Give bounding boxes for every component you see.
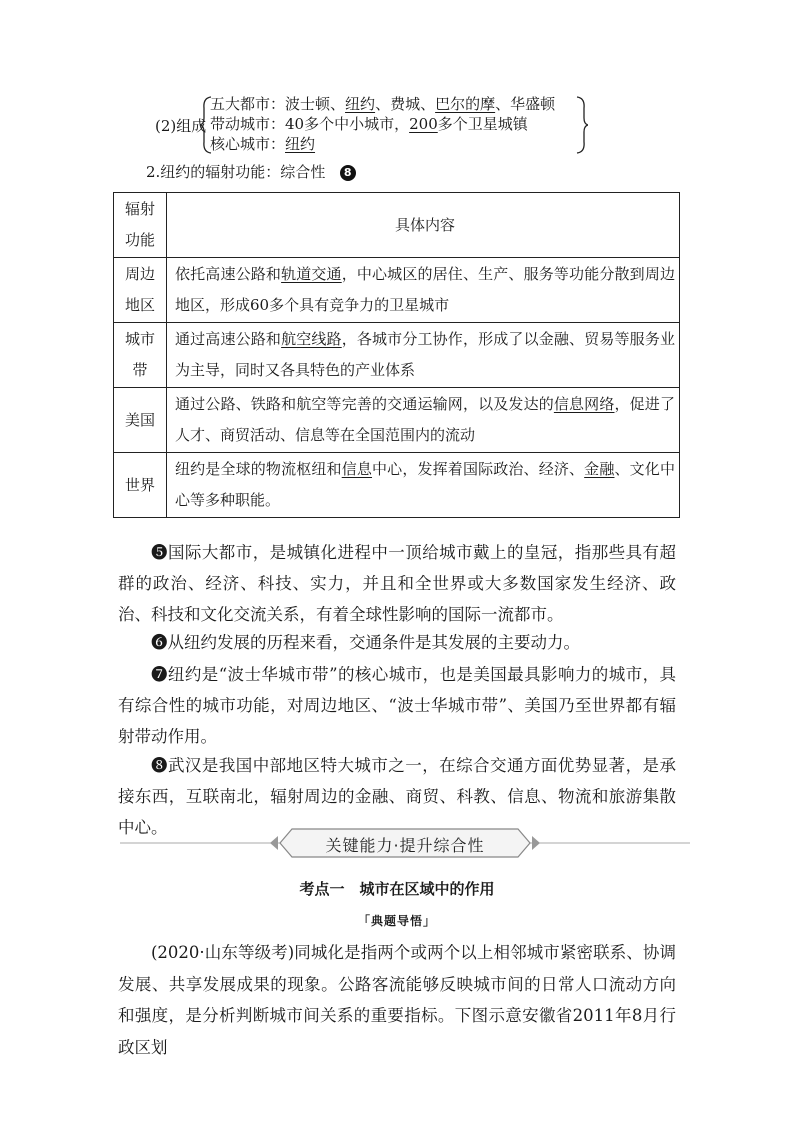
separator: 、 (330, 95, 346, 113)
row-content-underlined: 金融 (584, 460, 615, 478)
header-content-text: 具体内容 (394, 215, 455, 234)
row-content-cell (167, 258, 680, 323)
banner-title: 关键能力·提升综合性 (325, 836, 485, 855)
row-label: 城市 带 (124, 330, 155, 379)
row-content-cell (167, 388, 680, 453)
radiation-function-table (113, 192, 680, 518)
table-row (114, 388, 680, 453)
city-baltimore: 巴尔的摩 (435, 95, 496, 113)
table-row (114, 323, 680, 388)
composition-line-driven-cities (210, 114, 528, 134)
subsection-label: 「典题导悟」 (357, 914, 436, 928)
row-content-underlined: 轨道交通 (281, 265, 342, 283)
composition-label: (2)组成 (155, 117, 207, 135)
section-heading (146, 161, 356, 182)
note-paragraph-6: ❻从纽约发展的历程来看，交通条件是其发展的主要动力。 (151, 633, 580, 652)
composition-line-core-city (210, 134, 315, 154)
row-content: 、文化中心等多种职能。 (175, 460, 675, 509)
section-title: 考点一 城市在区域中的作用 (299, 880, 495, 898)
driven-cities-part1: 40多个中小城市， (285, 115, 410, 133)
row-label-cell (114, 388, 167, 453)
row-label-cell (114, 453, 167, 518)
separator: 、 (375, 95, 391, 113)
question-paragraph: (2020·山东等级考)同城化是指两个或两个以上相邻城市紧密联系、协调发展、共享发展成果的现象。公路客流能够反映城市间的日常人口流动方向和强度，是分析判断城市间关系的重要指标。下图示意安徽省2011年8月行政区划 (118, 943, 676, 1057)
driven-cities-number: 200 (409, 115, 438, 133)
row-content: ，中心城区的居住、生产、服务等功能分散到周边地区，形成60多个具有竞争力的卫星城市 (175, 265, 675, 314)
table-row (114, 453, 680, 518)
header-cell-function (114, 193, 167, 258)
header-function-text: 辐射 功能 (124, 200, 155, 249)
city-boston: 波士顿 (285, 95, 331, 113)
row-label: 美国 (124, 410, 155, 429)
row-label-cell (114, 323, 167, 388)
row-content: ，促进了人才、商贸活动、信息等在全国范围内的流动 (175, 395, 675, 444)
row-label: 世界 (124, 475, 155, 494)
row-content-cell (167, 453, 680, 518)
row-label-cell (114, 258, 167, 323)
row-content: 中心，发挥着国际政治、经济、 (372, 460, 585, 478)
city-newyork: 纽约 (345, 95, 376, 113)
section-banner (120, 826, 690, 860)
row-content-cell (167, 323, 680, 388)
row-content: 通过高速公路和 (175, 330, 282, 348)
row-content-underlined: 信息网络 (553, 395, 615, 413)
note-paragraph-8: ❽武汉是我国中部地区特大城市之一，在综合交通方面优势显著，是承接东西，互联南北，辐射周边的金融、商贸、科教、信息、物流和旅游集散中心。 (118, 756, 676, 837)
city-washington: 华盛顿 (510, 95, 556, 113)
five-cities-prefix: 五大都市： (210, 95, 286, 113)
row-label: 周边 地区 (124, 265, 155, 314)
row-content: 依托高速公路和 (175, 265, 282, 283)
right-brace-icon (576, 96, 588, 154)
city-philadelphia: 费城 (390, 95, 421, 113)
table-header-row (114, 193, 680, 258)
driven-cities-prefix: 带动城市： (210, 115, 286, 133)
header-cell-content (167, 193, 680, 258)
section-heading-text: 2.纽约的辐射功能：综合性 (146, 163, 326, 181)
driven-cities-part2: 多个卫星城镇 (437, 115, 528, 133)
separator: 、 (420, 95, 436, 113)
core-city-value: 纽约 (285, 135, 316, 153)
numbered-marker-icon: 8 (340, 165, 356, 181)
separator: 、 (495, 95, 511, 113)
note-paragraph-5: ❺国际大都市，是城镇化进程中一顶给城市戴上的皇冠，指那些具有超群的政治、经济、科技、实力，并且和全世界或大多数国家发生经济、政治、科技和文化交流关系，有着全球性影响的国际一流都市。 (118, 543, 676, 624)
table-row (114, 258, 680, 323)
composition-line-five-cities (210, 94, 555, 114)
row-content: 纽约是全球的物流枢纽和 (175, 460, 342, 478)
row-content-underlined: 信息 (341, 460, 373, 478)
row-content: ，各城市分工协作，形成了以金融、贸易等服务业为主导，同时又各具特色的产业体系 (175, 330, 675, 379)
row-content-underlined: 航空线路 (281, 330, 342, 348)
note-paragraph-7: ❼纽约是“波士华城市带”的核心城市，也是美国最具影响力的城市，具有综合性的城市功能，对周边地区、“波士华城市带”、美国乃至世界都有辐射带动作用。 (118, 665, 676, 746)
row-content: 通过公路、铁路和航空等完善的交通运输网，以及发达的 (175, 395, 554, 413)
core-city-prefix: 核心城市： (210, 135, 286, 153)
